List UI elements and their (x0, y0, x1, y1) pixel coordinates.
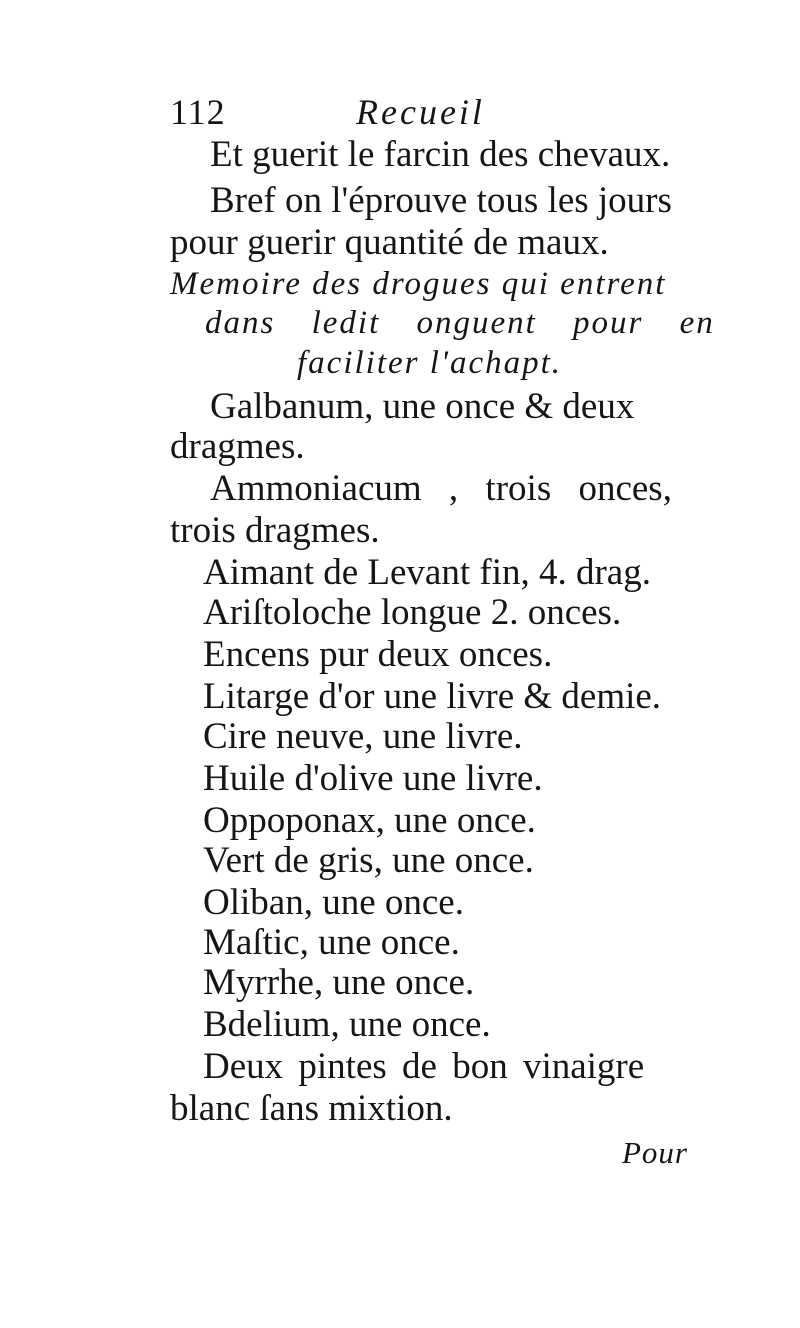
text-line: Memoire des drogues qui entrent (170, 266, 667, 302)
text-line: pour guerir quantité de maux. (170, 222, 609, 263)
text-line: Ariſtoloche longue 2. onces. (203, 592, 622, 633)
text-line: Ammoniacum , trois onces, (210, 468, 672, 509)
text-line: Bdelium, une once. (203, 1004, 491, 1045)
running-head: Recueil (356, 92, 485, 132)
text-line: Bref on l'éprouve tous les jours (210, 180, 672, 221)
text-line: Huile d'olive une livre. (203, 758, 543, 799)
page-number: 112 (170, 92, 226, 132)
text-line: Oppoponax, une once. (203, 800, 536, 841)
text-line: Deux pintes de bon vinaigre (203, 1046, 645, 1087)
text-line: Aimant de Levant fin, 4. drag. (203, 552, 651, 593)
text-line: blanc ſans mixtion. (170, 1088, 453, 1129)
text-line: Cire neuve, une livre. (203, 716, 523, 757)
text-line: Oliban, une once. (203, 882, 464, 923)
text-line: dans ledit onguent pour en (205, 305, 715, 341)
text-line: faciliter l'achapt. (297, 345, 563, 381)
text-line: dragmes. (170, 426, 305, 467)
text-line: Et guerit le farcin des chevaux. (210, 134, 671, 175)
text-line: Maſtic, une once. (203, 922, 460, 963)
text-line: Litarge d'or une livre & demie. (203, 676, 662, 717)
text-line: trois dragmes. (170, 510, 380, 551)
text-line: Galbanum, une once & deux (210, 386, 635, 427)
text-line: Encens pur deux onces. (203, 634, 553, 675)
text-line: Vert de gris, une once. (203, 840, 534, 881)
text-line: Myrrhe, une once. (203, 962, 475, 1003)
catchword: Pour (622, 1135, 688, 1170)
